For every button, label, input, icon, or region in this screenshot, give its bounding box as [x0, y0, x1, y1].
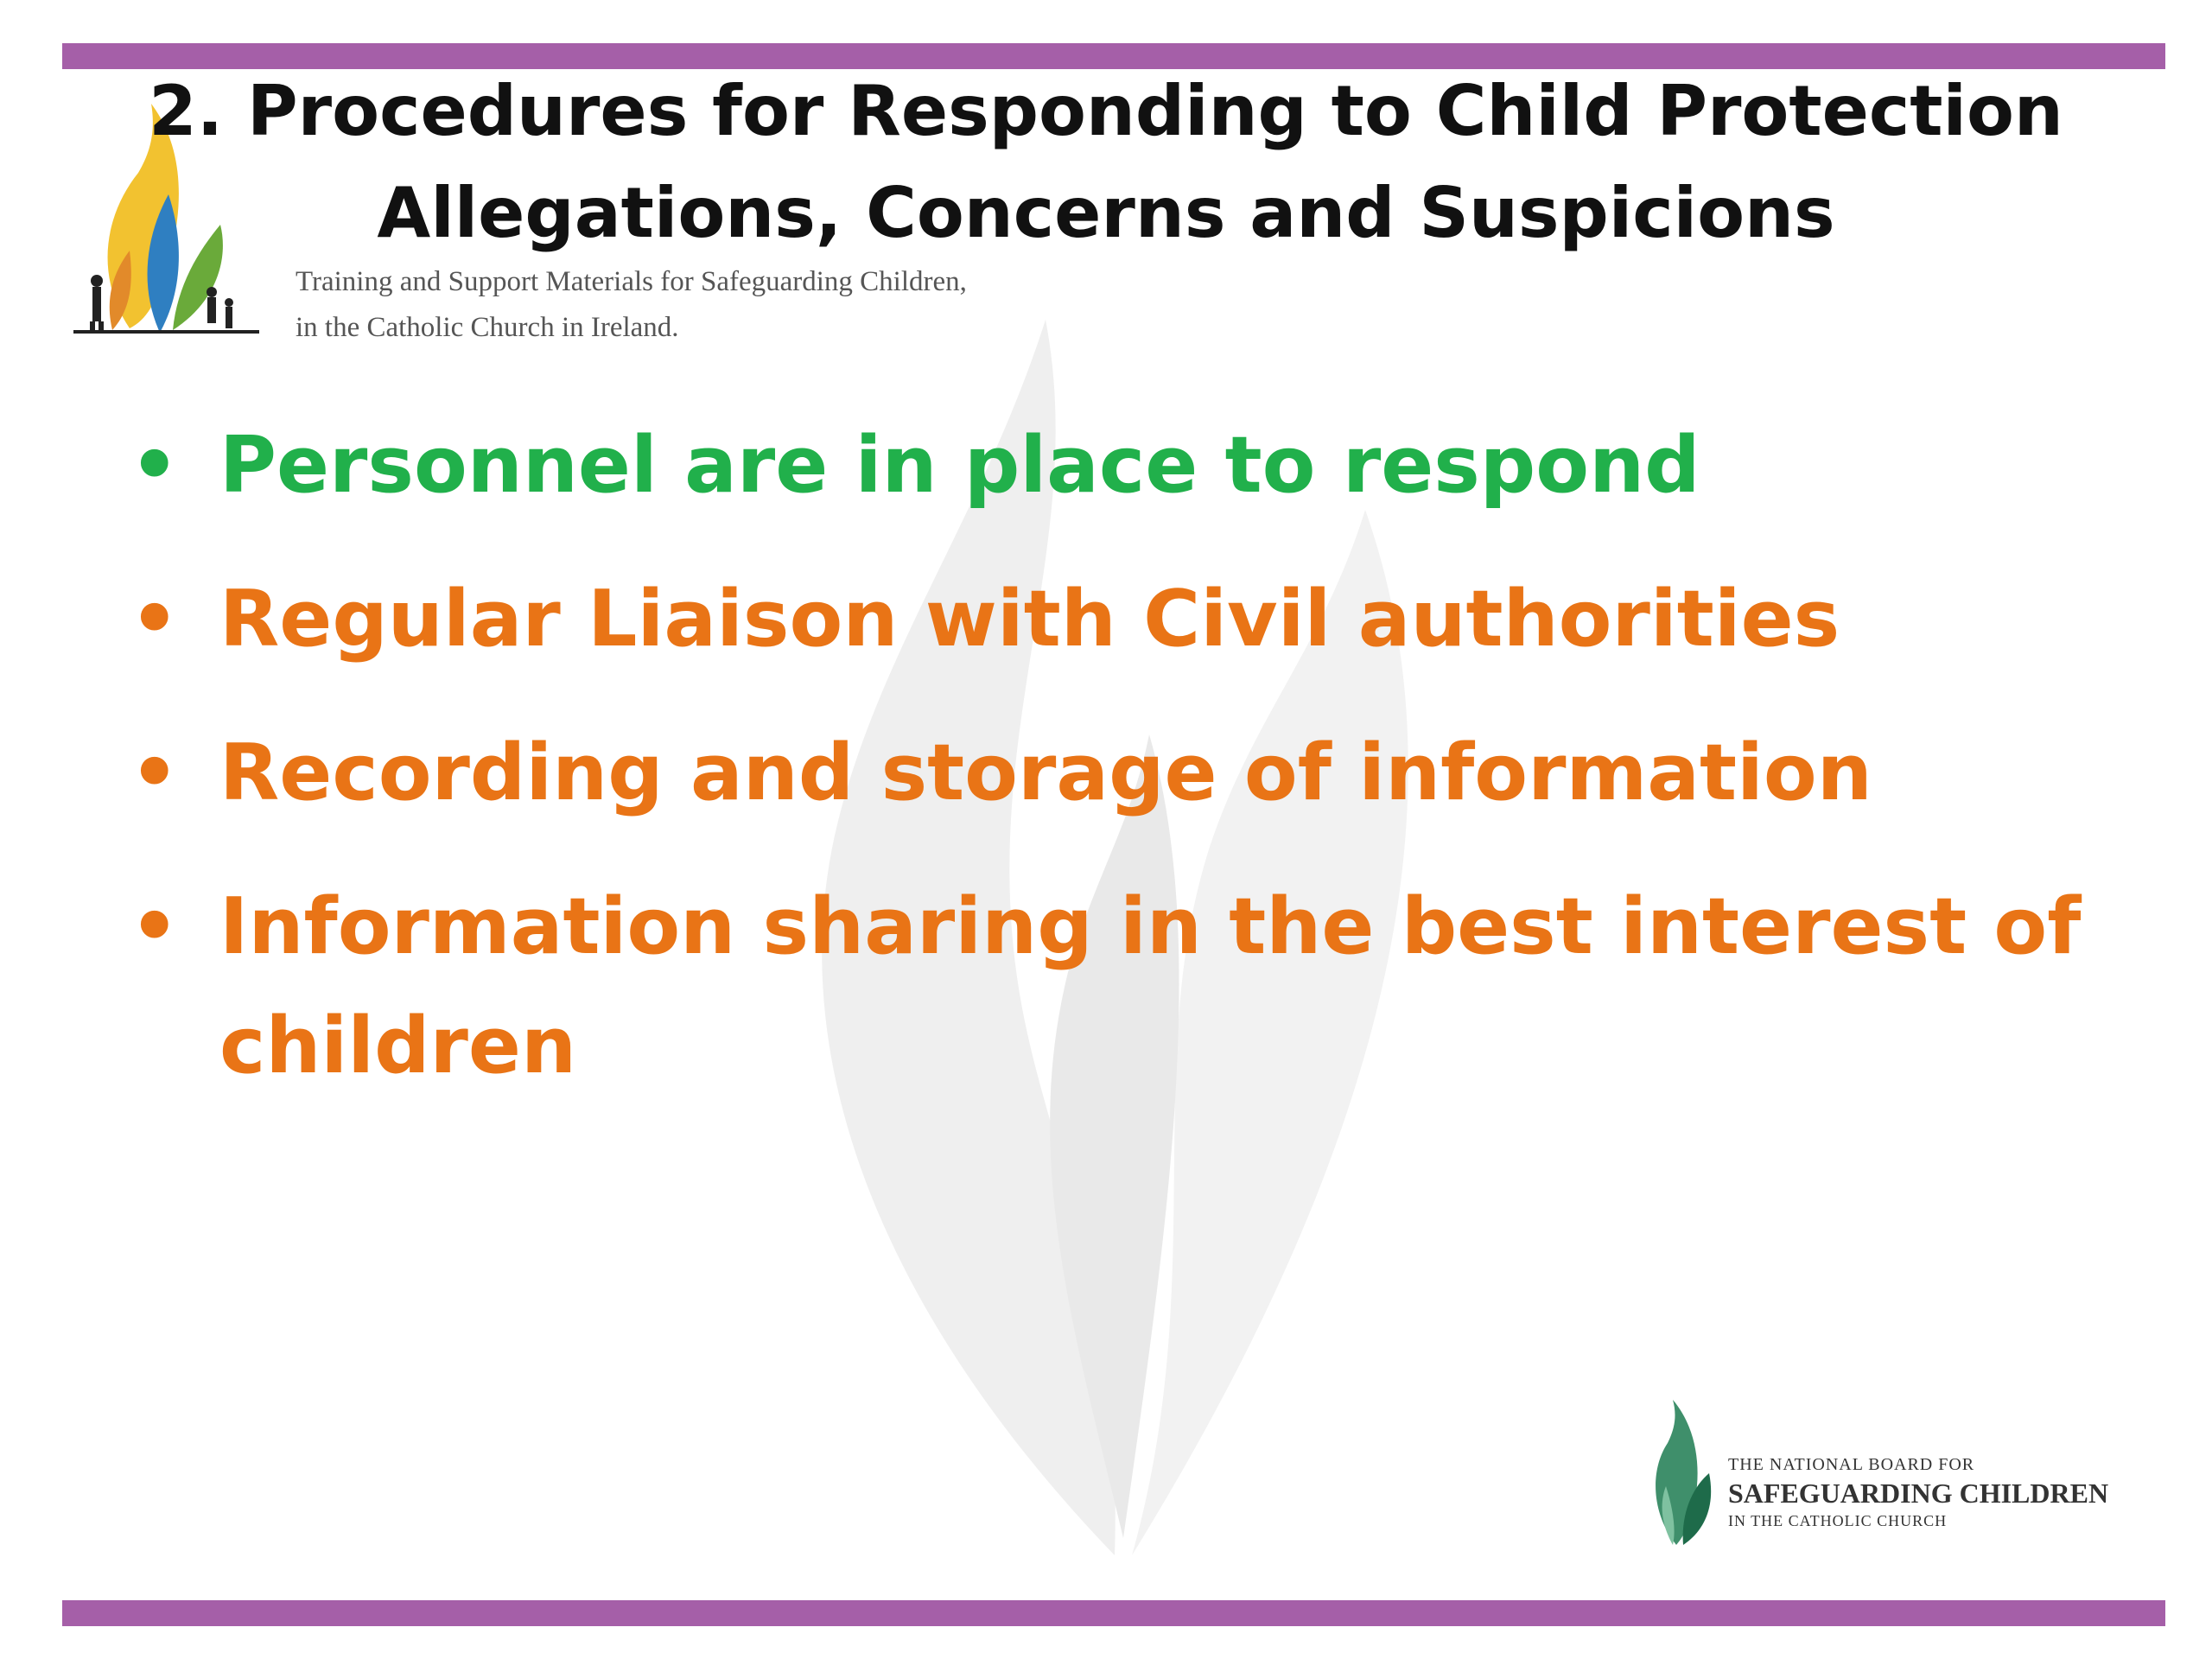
title-line: 2. Procedures for Responding to Child Protection — [149, 71, 2063, 151]
subtitle — [296, 259, 967, 351]
flame-icon — [1642, 1400, 1719, 1547]
footer-logo — [1642, 1400, 2126, 1555]
title-line: Allegations, Concerns and Suspicions — [377, 173, 1835, 253]
footer-logo-line: THE NATIONAL BOARD FOR — [1728, 1455, 1975, 1474]
bullet-item: • Recording and storage of information — [130, 714, 2117, 833]
footer-logo-line: IN THE CATHOLIC CHURCH — [1728, 1512, 1948, 1529]
bullet-item: • Personnel are in place to respond — [130, 406, 2117, 525]
page-title — [130, 60, 2082, 264]
bullet-item: • Information sharing in the best interest of children — [130, 868, 2117, 1106]
footer-logo-text — [1728, 1452, 2108, 1533]
bottom-accent-bar — [62, 1600, 2165, 1626]
subtitle-line: in the Catholic Church in Ireland. — [296, 312, 679, 343]
bullet-list — [130, 406, 2117, 1141]
bullet-item: • Regular Liaison with Civil authorities — [130, 560, 2117, 679]
footer-logo-line: SAFEGUARDING CHILDREN — [1728, 1478, 2109, 1509]
subtitle-line: Training and Support Materials for Safeguarding Children, — [296, 266, 967, 297]
